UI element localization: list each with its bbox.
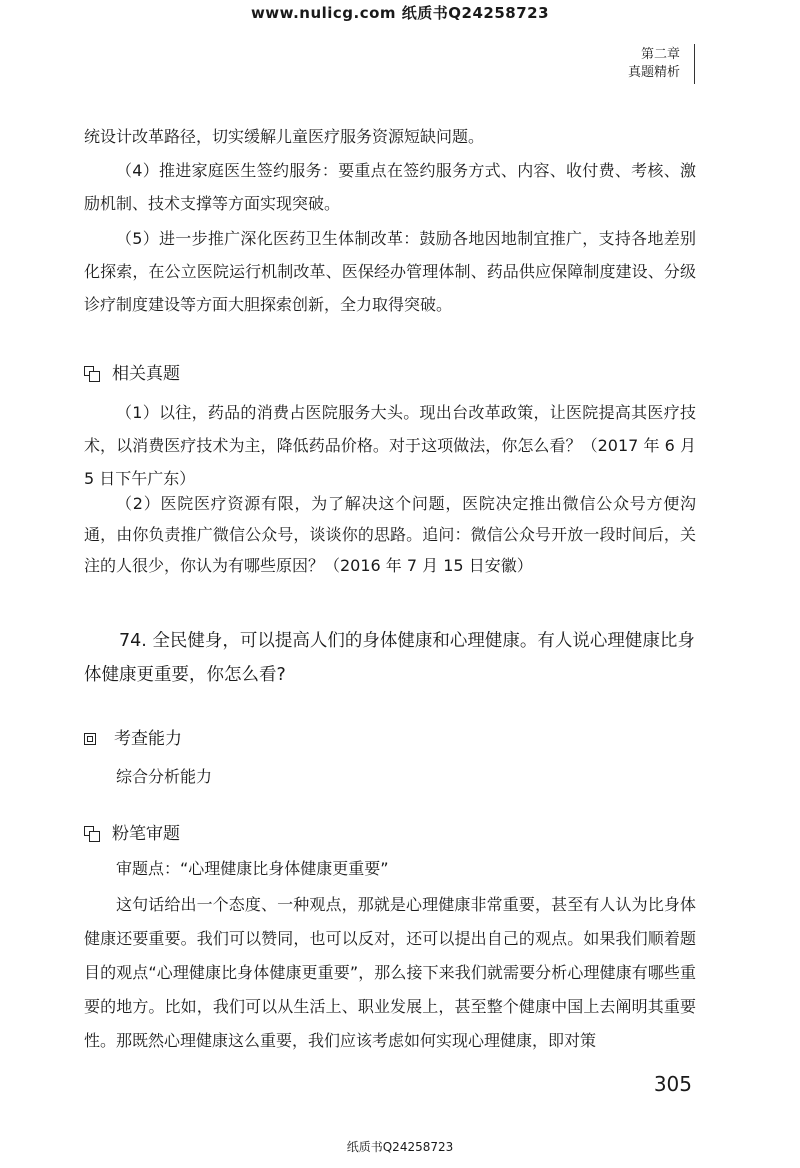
ability-heading xyxy=(84,727,182,751)
header-divider xyxy=(694,44,695,84)
page-number: 305 xyxy=(653,1072,692,1096)
related-questions-heading xyxy=(84,362,180,386)
section-label: 真题精析 xyxy=(627,65,680,80)
related-title: 相关真题 xyxy=(112,364,180,384)
ability-title: 考查能力 xyxy=(114,729,182,749)
analysis-body: 这句话给出一个态度、一种观点，那就是心理健康非常重要，甚至有人认为比身体健康还要重要。我们可以赞同，也可以反对，还可以提出自己的观点。如果我们顺着题目的观点“心理健康比身体健康更重要”，那么接下来我们就需要分析心理健康有哪些重要的地方。比如，我们可以从生活上、职业发展上，甚至整个健康中国上去阐明其重要性。那既然心理健康这么重要，我们应该考虑如何实现心理健康，即对策 xyxy=(84,895,696,1050)
analysis-heading xyxy=(84,822,180,846)
top-watermark: www.nulicg.com 纸质书Q24258723 xyxy=(250,4,550,22)
section-icon xyxy=(84,366,100,382)
section-icon xyxy=(84,733,96,745)
question-74: 74. 全民健身，可以提高人们的身体健康和心理健康。有人说心理健康比身体健康更重要，你怎么看? xyxy=(84,631,695,685)
bottom-watermark: 纸质书Q24258723 xyxy=(346,1140,454,1154)
related-item-2: （2）医院医疗资源有限，为了解决这个问题，医院决定推出微信公众号方便沟通，由你负责推广微信公众号，谈谈你的思路。追问：微信公众号开放一段时间后，关注的人很少，你认为有哪些原因？（2016 年 7 月 15 日安徽） xyxy=(84,494,696,575)
section-icon xyxy=(84,826,100,842)
analysis-title: 粉笔审题 xyxy=(112,824,180,844)
list-item-5: （5）进一步推广深化医药卫生体制改革：鼓励各地因地制宜推广，支持各地差别化探索，在公立医院运行机制改革、医保经办管理体制、药品供应保障制度建设、分级诊疗制度建设等方面大胆探索创新，全力取得突破。 xyxy=(84,229,696,314)
running-header xyxy=(628,46,680,82)
analysis-point: 审题点：“心理健康比身体健康更重要” xyxy=(116,859,389,878)
continuation-line: 统设计改革路径，切实缓解儿童医疗服务资源短缺问题。 xyxy=(84,127,485,146)
ability-content: 综合分析能力 xyxy=(116,767,213,786)
chapter-label: 第二章 xyxy=(640,47,680,62)
list-item-4: （4）推进家庭医生签约服务：要重点在签约服务方式、内容、收付费、考核、激励机制、技术支撑等方面实现突破。 xyxy=(84,161,696,213)
related-item-1: （1）以往，药品的消费占医院服务大头。现出台改革政策，让医院提高其医疗技术，以消费医疗技术为主，降低药品价格。对于这项做法，你怎么看？（2017 年 6 月 5 日下午广东） xyxy=(84,403,696,488)
